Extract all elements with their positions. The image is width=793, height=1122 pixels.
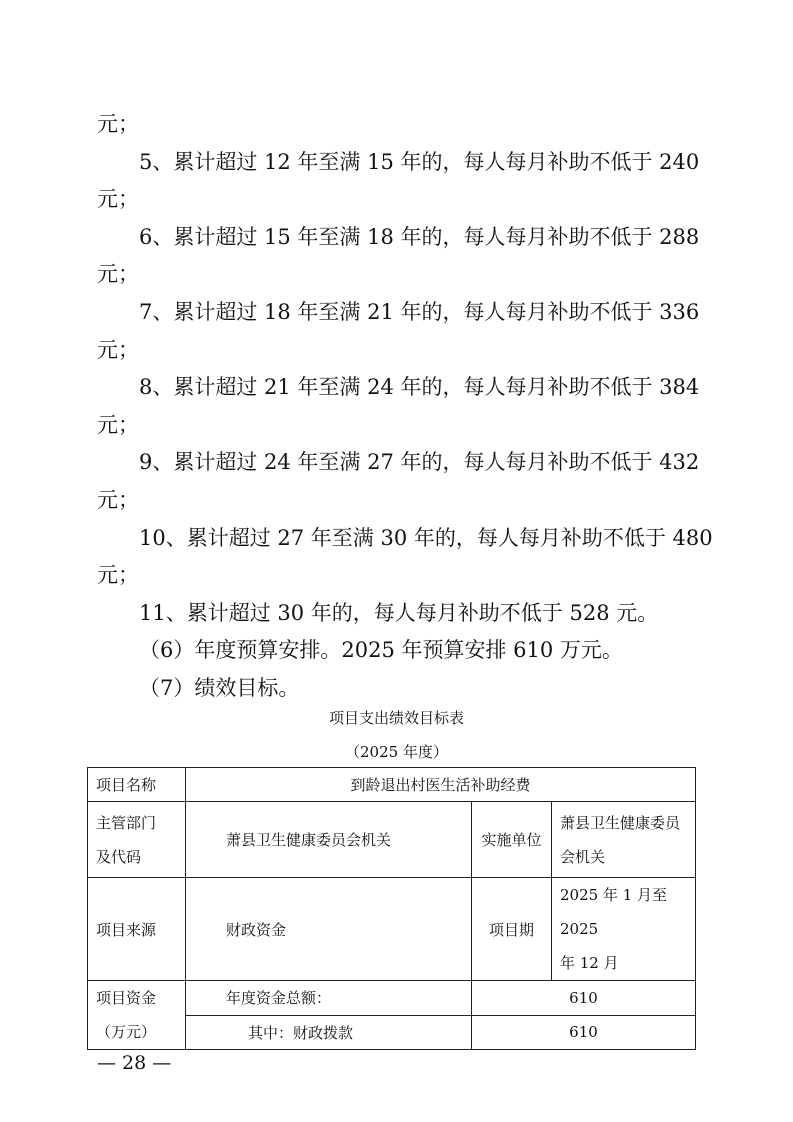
funds-label-cell (88, 981, 186, 1050)
total-funds-value: 610 (472, 981, 696, 1016)
paragraph-line: 元； (97, 112, 139, 136)
paragraph-line: 元； (97, 488, 139, 512)
funds-label-line2: （万元） (96, 1023, 157, 1041)
source-label: 项目来源 (88, 878, 186, 981)
period-label: 项目期 (472, 878, 552, 981)
table-year: （2025 年度） (345, 743, 448, 761)
paragraph-line: 元； (97, 187, 139, 212)
paragraph-line: 8、累计超过 21 年至满 24 年的，每人每月补助不低于 384 (139, 375, 700, 400)
period-value-cell (552, 878, 696, 981)
paragraph-line: 5、累计超过 12 年至满 15 年的，每人每月补助不低于 240 (139, 149, 700, 174)
impl-value-line1: 萧县卫生健康委员 (560, 813, 681, 832)
paragraph-line: 元； (97, 262, 139, 287)
period-value-line2: 年 12 月 (560, 954, 619, 972)
dept-label-line2: 及代码 (96, 847, 142, 866)
paragraph-line: 元； (97, 563, 139, 588)
table-row (88, 981, 696, 1016)
paragraph-line: （7）绩效目标。 (139, 676, 300, 700)
performance-target-table (87, 767, 696, 1050)
table-row (88, 802, 696, 878)
impl-value-line2: 会机关 (560, 847, 606, 866)
total-funds-label: 年度资金总额： (186, 981, 472, 1016)
dept-value: 萧县卫生健康委员会机关 (186, 802, 472, 878)
dept-label-line1: 主管部门 (96, 813, 157, 832)
table-title: 项目支出绩效目标表 (328, 709, 464, 727)
paragraph-line: 元； (97, 412, 139, 437)
fiscal-funds-value: 610 (472, 1015, 696, 1050)
page-number: — 28 — (97, 1052, 172, 1074)
source-value: 财政资金 (186, 878, 472, 981)
project-name-label: 项目名称 (88, 768, 186, 802)
dept-label-cell (88, 802, 186, 878)
table-row (88, 878, 696, 981)
impl-label: 实施单位 (472, 802, 552, 878)
paragraph-line: 9、累计超过 24 年至满 27 年的，每人每月补助不低于 432 (139, 450, 700, 475)
paragraph-line: （6）年度预算安排。2025 年预算安排 610 万元。 (139, 638, 623, 663)
impl-value-cell (552, 802, 696, 878)
paragraph-line: 11、累计超过 30 年的，每人每月补助不低于 528 元。 (139, 600, 659, 625)
table-row (88, 768, 696, 802)
paragraph-line: 10、累计超过 27 年至满 30 年的，每人每月补助不低于 480 (139, 525, 713, 550)
fiscal-funds-label: 其中：财政拨款 (186, 1015, 472, 1050)
funds-label-line1: 项目资金 (96, 989, 157, 1007)
paragraph-line: 6、累计超过 15 年至满 18 年的，每人每月补助不低于 288 (139, 224, 700, 249)
paragraph-line: 7、累计超过 18 年至满 21 年的，每人每月补助不低于 336 (139, 300, 700, 324)
period-value-line1: 2025 年 1 月至 2025 (560, 886, 668, 938)
project-name-value: 到龄退出村医生活补助经费 (186, 768, 696, 802)
paragraph-line: 元； (97, 337, 139, 362)
